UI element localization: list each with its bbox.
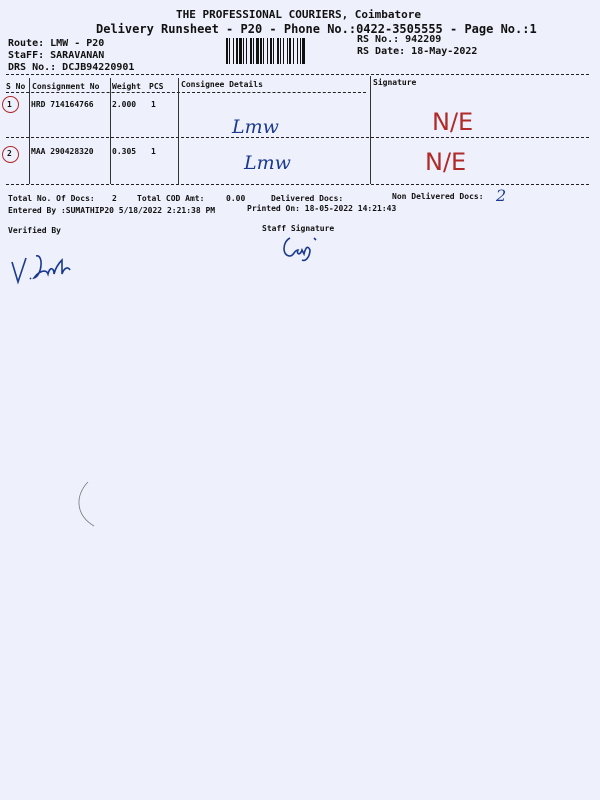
cod-value: 0.00 (226, 194, 246, 203)
barcode-bar (289, 38, 291, 64)
barcode (226, 38, 353, 64)
barcode-bar (263, 38, 264, 64)
header-consignee: Consignee Details (181, 80, 263, 89)
verified-signature (8, 248, 78, 288)
barcode-bar (226, 38, 228, 64)
total-docs-value: 2 (112, 194, 117, 203)
barcode-bar (246, 38, 247, 64)
row-consignment: HRD 714164766 (31, 100, 94, 109)
barcode-bar (233, 38, 234, 64)
barcode-bar (280, 38, 281, 64)
company-name: THE PROFESSIONAL COURIERS, Coimbatore (176, 8, 422, 21)
header-weight: Weight (112, 82, 141, 91)
scan-mark (68, 480, 98, 530)
staff-label: StaFF: SARAVANAN (8, 50, 105, 61)
header-signature: Signature (373, 78, 417, 87)
row-consignment: MAA 290428320 (31, 147, 94, 156)
table-top-rule (6, 74, 589, 75)
rs-number: RS No.: 942209 (357, 34, 442, 45)
drs-number: DRS No.: DCJB94220901 (8, 62, 135, 73)
header-consignment: Consignment No (32, 82, 100, 91)
col-divider (110, 78, 111, 184)
row-signature-handwritten: N/E (425, 148, 467, 176)
non-delivered-handwritten: 2 (496, 186, 507, 205)
barcode-bar (293, 38, 294, 64)
row-rule (6, 137, 589, 138)
barcode-bar (253, 38, 254, 64)
barcode-bar (273, 38, 274, 64)
barcode-bar (229, 38, 230, 64)
cod-label: Total COD Amt: (137, 194, 205, 203)
barcode-bar (297, 38, 298, 64)
route-label: Route: LMW - P20 (8, 38, 105, 49)
col-divider (178, 78, 179, 184)
row-sno: 1 (7, 100, 12, 109)
barcode-bar (302, 38, 305, 64)
row-pcs: 1 (151, 100, 156, 109)
barcode-bar (236, 38, 238, 64)
barcode-bar (250, 38, 252, 64)
non-delivered-label: Non Delivered Docs: (392, 192, 484, 201)
header-sno: S No (6, 82, 26, 91)
printed-on: Printed On: 18-05-2022 14:21:43 (247, 204, 397, 213)
row-consignee-handwritten: Lmw (244, 152, 291, 174)
total-docs-label: Total No. Of Docs: (8, 194, 95, 203)
row-signature-handwritten: N/E (432, 108, 474, 136)
row-weight: 0.305 (112, 147, 137, 156)
rs-date: RS Date: 18-May-2022 (357, 46, 478, 57)
barcode-bar (300, 38, 301, 64)
col-divider (370, 76, 371, 184)
col-divider (29, 78, 30, 184)
barcode-bar (277, 38, 279, 64)
entered-by: Entered By :SUMATHIP20 5/18/2022 2:21:38 PM (8, 206, 216, 215)
delivered-label: Delivered Docs: (271, 194, 344, 203)
header-pcs: PCS (149, 82, 164, 91)
runsheet-title: Delivery Runsheet - P20 - Phone No.:0422-3505555 - Page No.:1 (96, 22, 537, 36)
staff-signature-label: Staff Signature (262, 224, 335, 233)
row-sno: 2 (7, 149, 12, 158)
row-consignee-handwritten: Lmw (232, 116, 279, 138)
barcode-bar (283, 38, 284, 64)
staff-signature-image (280, 232, 324, 264)
verified-by-label: Verified By (8, 226, 61, 235)
barcode-bar (267, 38, 268, 64)
barcode-bar (239, 38, 242, 64)
barcode-bar (260, 38, 262, 64)
table-bottom-rule (6, 184, 589, 185)
row-pcs: 1 (151, 147, 156, 156)
barcode-bar (243, 38, 244, 64)
barcode-bar (256, 38, 259, 64)
barcode-bar (287, 38, 288, 64)
barcode-bar (270, 38, 272, 64)
header-rule (6, 92, 366, 93)
row-weight: 2.000 (112, 100, 137, 109)
